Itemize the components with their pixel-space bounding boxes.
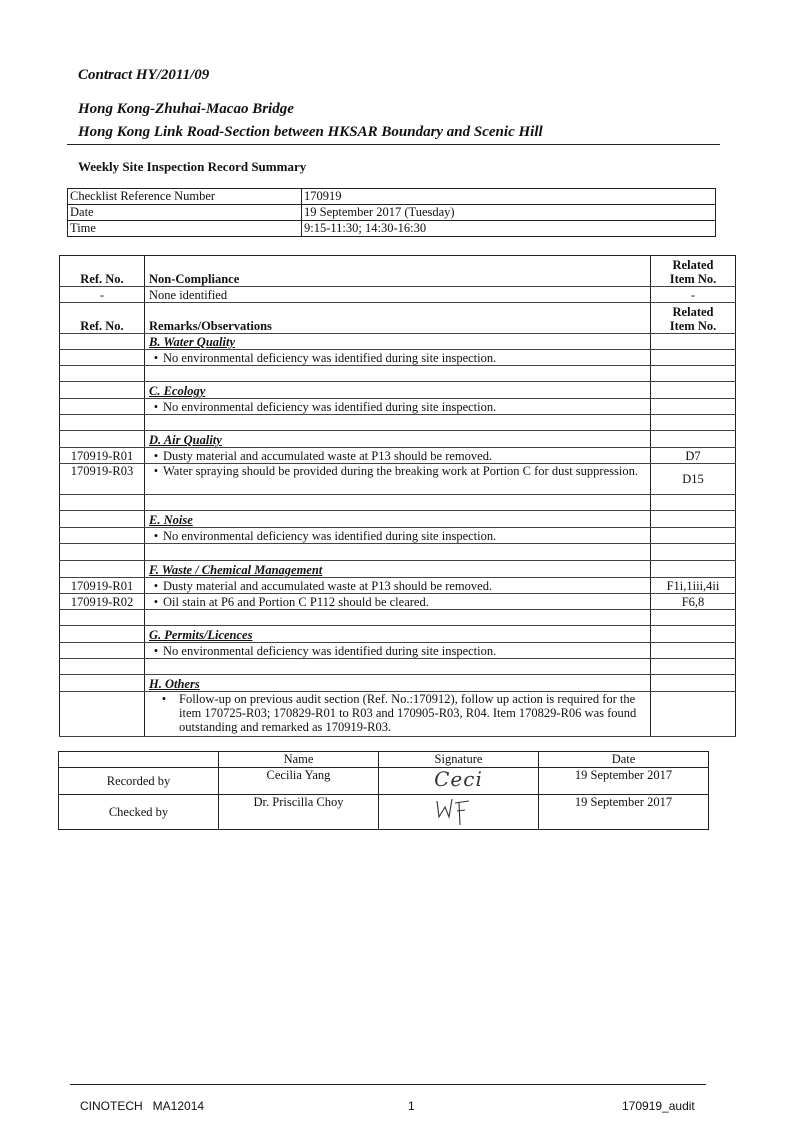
- signer-name: Cecilia Yang: [219, 768, 379, 795]
- nc-related: -: [651, 287, 736, 303]
- bullet-icon: •: [153, 644, 159, 658]
- table-row: [60, 448, 736, 464]
- signer-name: Dr. Priscilla Choy: [219, 795, 379, 830]
- ref-header: Ref. No.: [60, 256, 145, 287]
- section-air-quality: D. Air Quality: [145, 431, 651, 448]
- remark-text: Dusty material and accumulated waste at P13 should be removed.: [163, 449, 493, 463]
- info-value: 170919: [302, 189, 716, 205]
- related-header-line1: Related: [672, 305, 714, 319]
- remark-ref: 170919-R03: [60, 464, 145, 495]
- section-row: [60, 626, 736, 643]
- noncompliance-header: Non-Compliance: [145, 256, 651, 287]
- inspection-table: [59, 255, 736, 737]
- remarks-header-row: [60, 303, 736, 334]
- related-header: [651, 256, 736, 287]
- remark-ref: 170919-R02: [60, 594, 145, 610]
- section-name: Hong Kong Link Road-Section between HKSAR Boundary and Scenic Hill: [78, 124, 543, 140]
- remark-related: D7: [651, 448, 736, 464]
- section-row: [60, 511, 736, 528]
- signature-priscilla: [379, 795, 539, 830]
- role-label: Recorded by: [59, 768, 219, 795]
- info-label: Date: [68, 205, 302, 221]
- section-row: [60, 382, 736, 399]
- role-label: Checked by: [59, 795, 219, 830]
- document-title: Weekly Site Inspection Record Summary: [78, 159, 307, 174]
- info-label: Time: [68, 221, 302, 237]
- related-header: [651, 303, 736, 334]
- bullet-icon: •: [161, 692, 167, 706]
- signoff-row: [59, 795, 709, 830]
- remark-ref: 170919-R01: [60, 448, 145, 464]
- bullet-icon: •: [153, 464, 159, 478]
- signoff-header-row: [59, 752, 709, 768]
- table-row: [60, 350, 736, 366]
- table-header-row: [60, 256, 736, 287]
- table-row: [60, 594, 736, 610]
- blank-row: [60, 495, 736, 511]
- ref-header: Ref. No.: [60, 303, 145, 334]
- handwritten-signature-icon: [429, 795, 489, 825]
- header-rule: [67, 144, 720, 145]
- section-others: H. Others: [145, 675, 651, 692]
- remark-related: F1i,1iii,4ii: [651, 578, 736, 594]
- section-row: [60, 431, 736, 448]
- blank-row: [60, 659, 736, 675]
- info-row: [68, 189, 716, 205]
- signoff-date: 19 September 2017: [539, 795, 709, 830]
- remark-text: No environmental deficiency was identified during site inspection.: [163, 400, 497, 414]
- footer-right: 170919_audit: [622, 1099, 695, 1113]
- remark-related: F6,8: [651, 594, 736, 610]
- blank-row: [60, 544, 736, 561]
- table-row: [60, 643, 736, 659]
- remark-text: No environmental deficiency was identified during site inspection.: [163, 529, 497, 543]
- remark-text: No environmental deficiency was identified during site inspection.: [163, 351, 497, 365]
- section-noise: E. Noise: [145, 511, 651, 528]
- signoff-table: [58, 751, 709, 830]
- nc-ref: -: [60, 287, 145, 303]
- signature-header: Signature: [379, 752, 539, 768]
- related-header-line2: Item No.: [669, 319, 717, 333]
- info-row: [68, 205, 716, 221]
- signature-cecilia: [379, 768, 539, 795]
- section-permits-licences: G. Permits/Licences: [145, 626, 651, 643]
- blank-row: [60, 366, 736, 382]
- footer-left: CINOTECH MA12014: [80, 1099, 205, 1113]
- remarks-header: Remarks/Observations: [145, 303, 651, 334]
- section-row: [60, 334, 736, 350]
- checklist-info-table: [67, 188, 716, 237]
- table-row: [60, 287, 736, 303]
- blank-row: [60, 610, 736, 626]
- remark-ref: 170919-R01: [60, 578, 145, 594]
- table-row: [60, 464, 736, 495]
- date-header: Date: [539, 752, 709, 768]
- info-row: [68, 221, 716, 237]
- section-row: [60, 561, 736, 578]
- info-label: Checklist Reference Number: [68, 189, 302, 205]
- blank-row: [60, 415, 736, 431]
- contract-number: Contract HY/2011/09: [78, 67, 210, 83]
- project-name: Hong Kong-Zhuhai-Macao Bridge: [78, 101, 294, 117]
- section-ecology: C. Ecology: [145, 382, 651, 399]
- remark-text: Follow-up on previous audit section (Ref. No.:170912), follow up action is required for the item 170725-R03; 170829-R01 to R03 and 170905-R03, R04. Item 170829-R06 was found outstanding and remarked as 170919-R03.: [179, 692, 637, 734]
- table-row: [60, 528, 736, 544]
- signature-text: Ceci: [434, 767, 483, 791]
- bullet-icon: •: [153, 351, 159, 365]
- remark-text: Water spraying should be provided during the breaking work at Portion C for dust suppression.: [163, 464, 638, 478]
- related-header-line2: Item No.: [669, 272, 717, 286]
- table-row: [60, 692, 736, 737]
- bullet-icon: •: [153, 595, 159, 609]
- remark-text: Dusty material and accumulated waste at P13 should be removed.: [163, 579, 493, 593]
- signoff-row: [59, 768, 709, 795]
- bullet-icon: •: [153, 529, 159, 543]
- footer-rule: [70, 1084, 706, 1085]
- info-value: 19 September 2017 (Tuesday): [302, 205, 716, 221]
- page-number: 1: [408, 1099, 415, 1113]
- name-header: Name: [219, 752, 379, 768]
- section-waste-chemical: F. Waste / Chemical Management: [145, 561, 651, 578]
- section-water-quality: B. Water Quality: [145, 334, 651, 350]
- section-row: [60, 675, 736, 692]
- bullet-icon: •: [153, 400, 159, 414]
- remark-related: D15: [651, 464, 736, 495]
- info-value: 9:15-11:30; 14:30-16:30: [302, 221, 716, 237]
- remark-text: Oil stain at P6 and Portion C P112 should be cleared.: [163, 595, 429, 609]
- table-row: [60, 399, 736, 415]
- remark-text: No environmental deficiency was identified during site inspection.: [163, 644, 497, 658]
- bullet-icon: •: [153, 449, 159, 463]
- signoff-date: 19 September 2017: [539, 768, 709, 795]
- related-header-line1: Related: [672, 258, 714, 272]
- table-row: [60, 578, 736, 594]
- nc-text: None identified: [145, 287, 651, 303]
- bullet-icon: •: [153, 579, 159, 593]
